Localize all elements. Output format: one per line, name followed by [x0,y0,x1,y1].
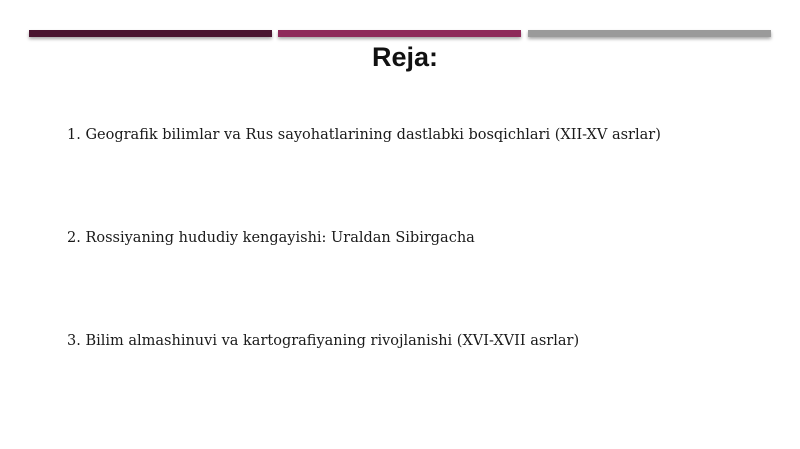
slide-title: Reja: [371,42,439,72]
plan-item-1: 1. Geografik bilimlar va Rus sayohatlarining dastlabki bosqichlari (XII-XV asrlar) [67,127,661,143]
header-bar-gray [528,30,771,37]
plan-item-3: 3. Bilim almashinuvi va kartografiyaning rivojlanishi (XVI-XVII asrlar) [67,333,580,349]
header-bar-dark [29,30,272,37]
header-bar-magenta [278,30,521,37]
plan-item-2: 2. Rossiyaning hududiy kengayishi: Uraldan Sibirgacha [67,230,475,246]
